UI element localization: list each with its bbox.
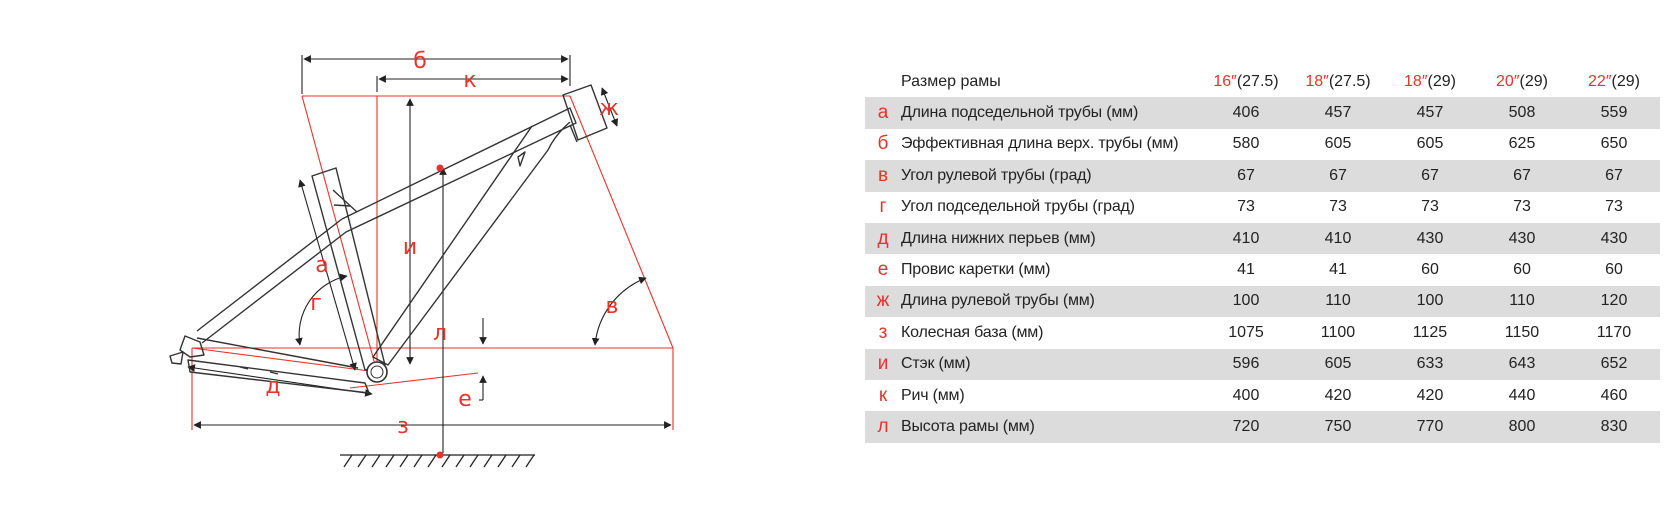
row-value: 605 xyxy=(1324,135,1352,153)
row-value: 605 xyxy=(1416,135,1444,153)
row-value: 430 xyxy=(1384,223,1476,254)
table-header-spacer xyxy=(865,66,901,97)
row-label: Длина подседельной трубы (мм) xyxy=(901,97,1200,128)
top-tube-point xyxy=(437,165,444,172)
table-row xyxy=(865,129,1660,160)
label-v: в xyxy=(605,294,619,319)
row-value: 750 xyxy=(1292,411,1384,442)
row-label: Рич (мм) xyxy=(901,386,965,404)
row-value: 420 xyxy=(1324,386,1352,404)
row-value: 830 xyxy=(1568,411,1660,442)
row-value: 430 xyxy=(1568,223,1660,254)
table-row xyxy=(865,286,1660,317)
row-value: 1170 xyxy=(1596,323,1632,341)
table-row xyxy=(865,160,1660,191)
row-value: 643 xyxy=(1476,349,1568,380)
label-zh: ж xyxy=(599,96,619,121)
table-header-label: Размер рамы xyxy=(901,72,1001,90)
row-value: 73 xyxy=(1421,198,1439,216)
row-value: 508 xyxy=(1476,97,1568,128)
bottom-bracket xyxy=(367,362,387,382)
row-letter: в xyxy=(865,160,901,191)
row-label: Угол подседельной трубы (град) xyxy=(901,198,1135,216)
table-row xyxy=(865,192,1660,223)
row-value: 100 xyxy=(1384,286,1476,317)
row-label: Провис каретки (мм) xyxy=(901,261,1051,279)
row-value: 60 xyxy=(1421,261,1439,279)
row-value: 1100 xyxy=(1320,323,1356,341)
row-value: 460 xyxy=(1600,386,1628,404)
row-value: 67 xyxy=(1476,160,1568,191)
row-value: 73 xyxy=(1237,198,1255,216)
table-row xyxy=(865,254,1660,285)
reference-lines xyxy=(192,96,673,430)
row-label: Угол рулевой трубы (град) xyxy=(901,160,1200,191)
label-d: д xyxy=(265,374,281,399)
row-label: Стэк (мм) xyxy=(901,349,1200,380)
table-row xyxy=(865,317,1660,348)
size-header: 20″(29) xyxy=(1496,72,1548,90)
label-e: е xyxy=(458,387,472,412)
label-a: а xyxy=(315,253,329,278)
row-value: 457 xyxy=(1384,97,1476,128)
row-letter: б xyxy=(877,133,889,155)
row-value: 457 xyxy=(1292,97,1384,128)
row-value: 420 xyxy=(1416,386,1444,404)
table-row xyxy=(865,411,1660,442)
row-value: 652 xyxy=(1568,349,1660,380)
row-value: 120 xyxy=(1568,286,1660,317)
row-letter: а xyxy=(865,97,901,128)
label-k: к xyxy=(463,68,477,93)
label-b: б xyxy=(413,49,427,74)
row-value: 67 xyxy=(1200,160,1292,191)
row-value: 60 xyxy=(1605,261,1623,279)
row-letter: ж xyxy=(865,286,901,317)
row-letter: д xyxy=(865,223,901,254)
row-value: 110 xyxy=(1476,286,1568,317)
row-value: 800 xyxy=(1476,411,1568,442)
row-value: 596 xyxy=(1200,349,1292,380)
row-value: 720 xyxy=(1200,411,1292,442)
row-value: 73 xyxy=(1329,198,1347,216)
row-value: 650 xyxy=(1600,135,1628,153)
row-value: 60 xyxy=(1513,261,1531,279)
table-row xyxy=(865,223,1660,254)
table-row xyxy=(865,349,1660,380)
row-value: 110 xyxy=(1292,286,1384,317)
size-header: 18″(29) xyxy=(1404,72,1456,90)
row-value: 580 xyxy=(1232,135,1260,153)
row-value: 41 xyxy=(1329,261,1347,279)
size-header: 16″(27.5) xyxy=(1213,72,1279,90)
row-value: 400 xyxy=(1232,386,1260,404)
row-value: 410 xyxy=(1292,223,1384,254)
row-letter: л xyxy=(865,411,901,442)
label-i: и xyxy=(402,235,418,260)
row-value: 625 xyxy=(1508,135,1536,153)
row-letter: е xyxy=(877,259,889,281)
row-value: 73 xyxy=(1513,198,1531,216)
row-label: Эффективная длина верх. трубы (мм) xyxy=(901,135,1179,153)
row-value: 770 xyxy=(1384,411,1476,442)
frame-size-table xyxy=(865,66,1660,443)
row-label: Длина рулевой трубы (мм) xyxy=(901,286,1200,317)
label-z: з xyxy=(397,414,409,439)
table-row xyxy=(865,97,1660,128)
ground-point xyxy=(437,452,444,459)
row-value: 73 xyxy=(1605,198,1623,216)
row-value: 1150 xyxy=(1504,323,1540,341)
row-value: 1075 xyxy=(1228,323,1264,341)
row-value: 67 xyxy=(1292,160,1384,191)
row-letter: и xyxy=(865,349,901,380)
row-label: Колесная база (мм) xyxy=(901,323,1044,341)
row-value: 67 xyxy=(1384,160,1476,191)
row-label: Длина нижних перьев (мм) xyxy=(901,223,1200,254)
row-value: 633 xyxy=(1384,349,1476,380)
size-header: 22″(29) xyxy=(1588,72,1640,90)
row-value: 605 xyxy=(1292,349,1384,380)
row-value: 406 xyxy=(1200,97,1292,128)
row-value: 100 xyxy=(1200,286,1292,317)
label-g: г xyxy=(310,291,322,316)
row-value: 440 xyxy=(1508,386,1536,404)
row-value: 1125 xyxy=(1412,323,1448,341)
size-header: 18″(27.5) xyxy=(1305,72,1371,90)
table-row xyxy=(865,380,1660,411)
row-value: 559 xyxy=(1568,97,1660,128)
label-l: л xyxy=(432,321,448,346)
row-value: 430 xyxy=(1476,223,1568,254)
row-label: Высота рамы (мм) xyxy=(901,411,1200,442)
frame-geometry-diagram xyxy=(0,0,760,510)
row-value: 67 xyxy=(1568,160,1660,191)
row-letter: з xyxy=(878,321,888,343)
row-letter: г xyxy=(879,196,887,218)
row-value: 410 xyxy=(1200,223,1292,254)
table-header-row xyxy=(865,66,1660,97)
bike-frame xyxy=(170,85,607,393)
row-letter: к xyxy=(878,384,888,406)
row-value: 41 xyxy=(1237,261,1255,279)
